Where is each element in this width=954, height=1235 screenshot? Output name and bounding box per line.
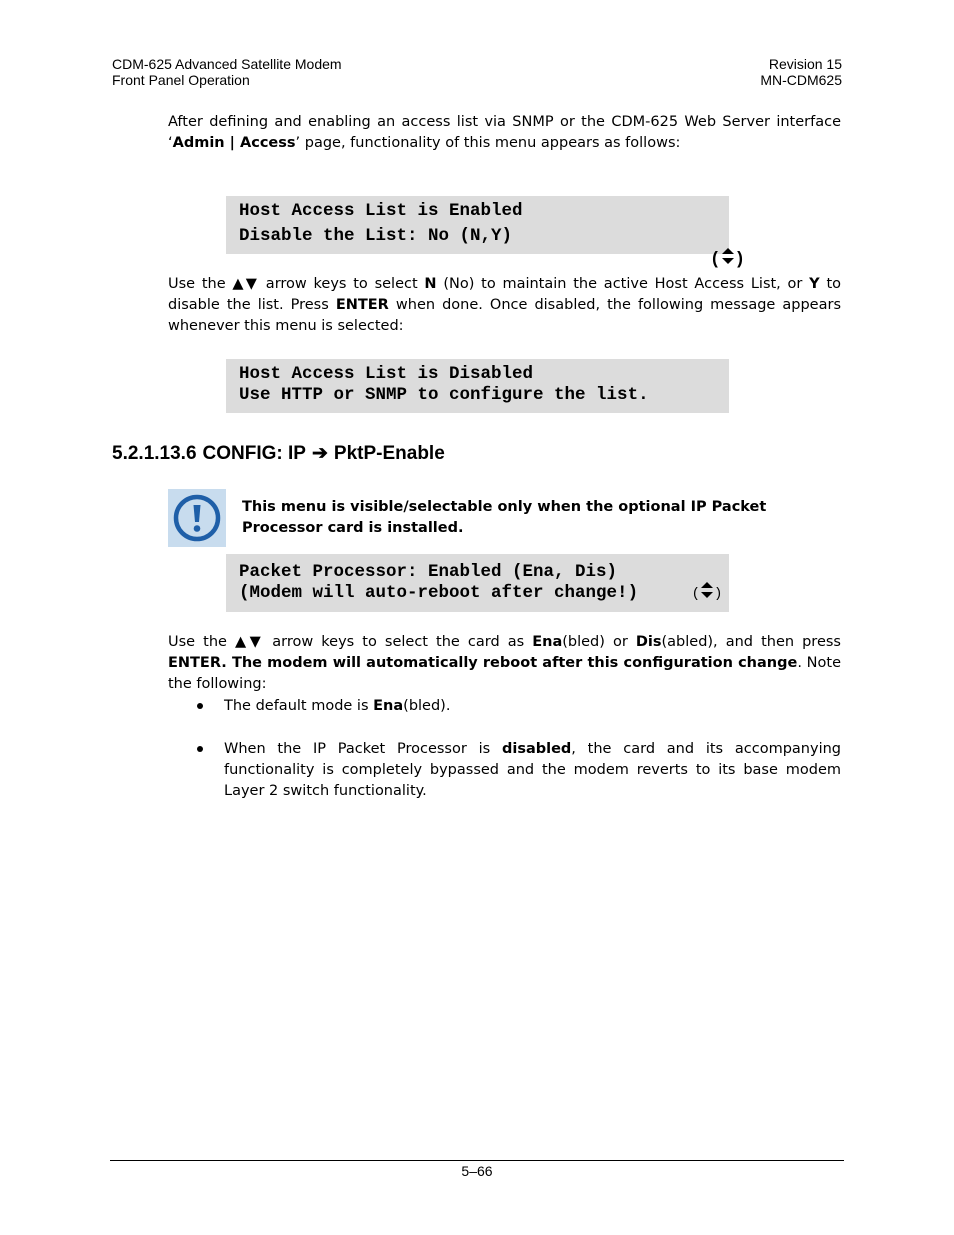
note-icon-box <box>168 489 226 547</box>
note-text: This menu is visible/selectable only when the optional IP Packet Processor card is installed. <box>242 499 767 536</box>
doc-title: CDM-625 Advanced Satellite Modem <box>112 56 342 72</box>
lcd-display-disabled <box>226 359 729 413</box>
lcd-line-2: (Modem will auto-reboot after change!) <box>239 583 639 603</box>
card-select-paragraph: Use the ▲▼ arrow keys to select the card as Ena(bled) or Dis(abled), and then press ENTER. The modem will automatically reboot after this configuration change. Note the following: <box>168 634 841 692</box>
lcd-line-1: Packet Processor: Enabled (Ena, Dis) <box>239 562 618 582</box>
section-number: 5.2.1.13.6 <box>112 443 197 464</box>
doc-section: Front Panel Operation <box>112 72 250 88</box>
lcd-line-2: Use HTTP or SNMP to configure the list. <box>239 385 649 405</box>
lcd-line-1: Host Access List is Disabled <box>239 364 534 384</box>
exclamation-icon <box>168 489 226 547</box>
page-number: 5–66 <box>461 1163 493 1179</box>
lcd-display-packet-processor <box>226 554 729 612</box>
doc-number: MN-CDM625 <box>760 72 842 88</box>
bullet-default-mode: The default mode is Ena(bled). <box>224 698 451 714</box>
footer-divider <box>110 1160 844 1161</box>
lcd-display-enabled <box>226 196 746 270</box>
section-title-a: CONFIG: IP <box>202 443 306 464</box>
page-header-left <box>112 56 342 88</box>
right-arrow-icon: ➔ <box>311 443 328 464</box>
bullet-disabled-behavior: When the IP Packet Processor is disabled, the card and its accompanying functionality is completely bypassed and the modem reverts to its base modem Layer 2 switch functionality. <box>224 741 841 799</box>
bullet-dot <box>197 703 203 709</box>
up-down-arrow-icon <box>700 581 714 599</box>
lcd-arrow-indicator: ( ) <box>668 226 745 292</box>
lcd-line-1: Host Access List is Enabled <box>239 201 523 221</box>
select-instructions-paragraph: Use the ▲▼ arrow keys to select N (No) to maintain the active Host Access List, or Y to disable the list. Press ENTER when done. Once disabled, the following message appears whenever this menu is selected: <box>168 276 841 334</box>
lcd-line-2: Disable the List: No (N,Y) <box>239 226 513 246</box>
up-down-arrow-icon <box>721 247 735 265</box>
bullet-dot <box>197 746 203 752</box>
doc-revision: Revision 15 <box>768 56 842 72</box>
intro-paragraph: After defining and enabling an access list via SNMP or the CDM-625 Web Server interface ‘Admin | Access’ page, functionality of this menu appears as follows: <box>168 114 841 151</box>
page-header-right <box>760 56 842 88</box>
section-heading <box>112 442 451 465</box>
section-title-b: PktP-Enable <box>333 443 445 464</box>
lcd-arrow-indicator: ( ) <box>658 560 722 626</box>
